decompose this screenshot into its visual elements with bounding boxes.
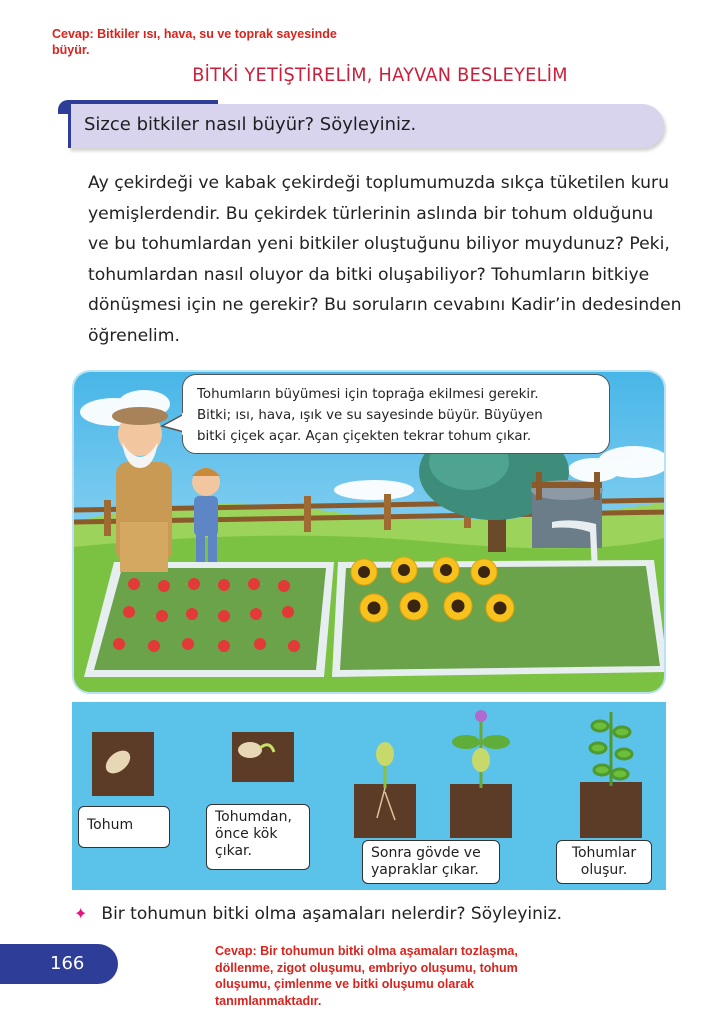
paragraph-line: Ay çekirdeği ve kabak çekirdeği toplumumuzda sıkça tüketilen kuru	[88, 173, 669, 193]
page-title: BİTKİ YETİŞTİRELİM, HAYVAN BESLEYELİM	[192, 64, 568, 86]
paragraph-line: yemişlerdendir. Bu çekirdek türlerinin aslında bir tohum olduğunu	[88, 203, 654, 224]
stage-text: Tohumdan,	[215, 809, 292, 825]
stage-label-stem	[362, 840, 500, 884]
speech-line: Tohumların büyümesi için toprağa ekilmesi gerekir.	[197, 387, 539, 402]
answer-bottom-line: tanımlanmaktadır.	[215, 993, 322, 1008]
answer-bottom-line: döllenme, zigot oluşumu, embriyo oluşumu, tohum	[215, 960, 518, 975]
answer-top-line: büyür.	[52, 43, 90, 57]
mature-plant-icon	[590, 712, 632, 786]
answer-bottom-line: Cevap: Bir tohumun bitki olma aşamaları tozlaşma,	[215, 944, 518, 958]
stage-text: Tohumlar	[571, 845, 637, 861]
paragraph-line: tohumlardan nasıl oluyor da bitki oluşabiliyor? Tohumların bitkiye	[88, 264, 650, 285]
stage-text: çıkar.	[215, 843, 252, 859]
soil-block-mature	[580, 782, 642, 838]
stage-text: önce kök	[215, 826, 278, 842]
speech-bubble-tail	[160, 412, 190, 436]
soil-block-root	[232, 732, 294, 782]
answer-top-line: Cevap: Bitkiler ısı, hava, su ve toprak sayesinde	[52, 27, 337, 41]
stage-text: Sonra gövde ve	[371, 845, 481, 861]
answer-bottom-line: oluşumu, çimlenme ve bitki oluşumu olarak	[215, 977, 475, 991]
speech-bubble	[182, 374, 610, 454]
paragraph-line: ve bu tohumlardan yeni bitkiler oluştuğunu biliyor muydunuz? Peki,	[88, 234, 670, 254]
page-number-tab	[0, 944, 118, 984]
answer-note-bottom	[215, 943, 545, 1009]
soil-block-flower	[450, 784, 512, 838]
seedling-icon	[376, 742, 394, 766]
speech-line: Bitki; ısı, hava, ışık ve su sayesinde büyür. Büyüyen	[197, 408, 543, 423]
stage-text: yapraklar çıkar.	[371, 862, 479, 878]
bottom-question	[74, 904, 674, 924]
speech-line: bitki çiçek açar. Açan çiçekten tekrar tohum çıkar.	[197, 429, 532, 444]
paragraph-line: öğrenelim.	[88, 325, 180, 346]
flower-icon	[475, 710, 487, 722]
stage-text: oluşur.	[580, 862, 628, 878]
growth-stages-panel	[72, 702, 666, 890]
stage-text: Tohum	[87, 817, 134, 833]
stage-label-seed	[78, 806, 170, 848]
star-bullet-icon: ✦	[74, 904, 88, 923]
stage-label-mature	[556, 840, 652, 884]
bottom-question-text: Bir tohumun bitki olma aşamaları nelerdir? Söyleyiniz.	[101, 904, 562, 924]
page-number: 166	[50, 953, 85, 974]
stage-label-root	[206, 804, 310, 870]
question-band	[58, 100, 666, 150]
answer-note-top	[52, 26, 352, 58]
question-text: Sizce bitkiler nasıl büyür? Söyleyiniz.	[84, 114, 417, 135]
paragraph-line: dönüşmesi için ne gerekir? Bu soruların cevabını Kadir’in dedesinden	[88, 295, 682, 315]
sprouting-seed-icon	[238, 742, 262, 758]
intro-paragraph	[88, 168, 682, 351]
